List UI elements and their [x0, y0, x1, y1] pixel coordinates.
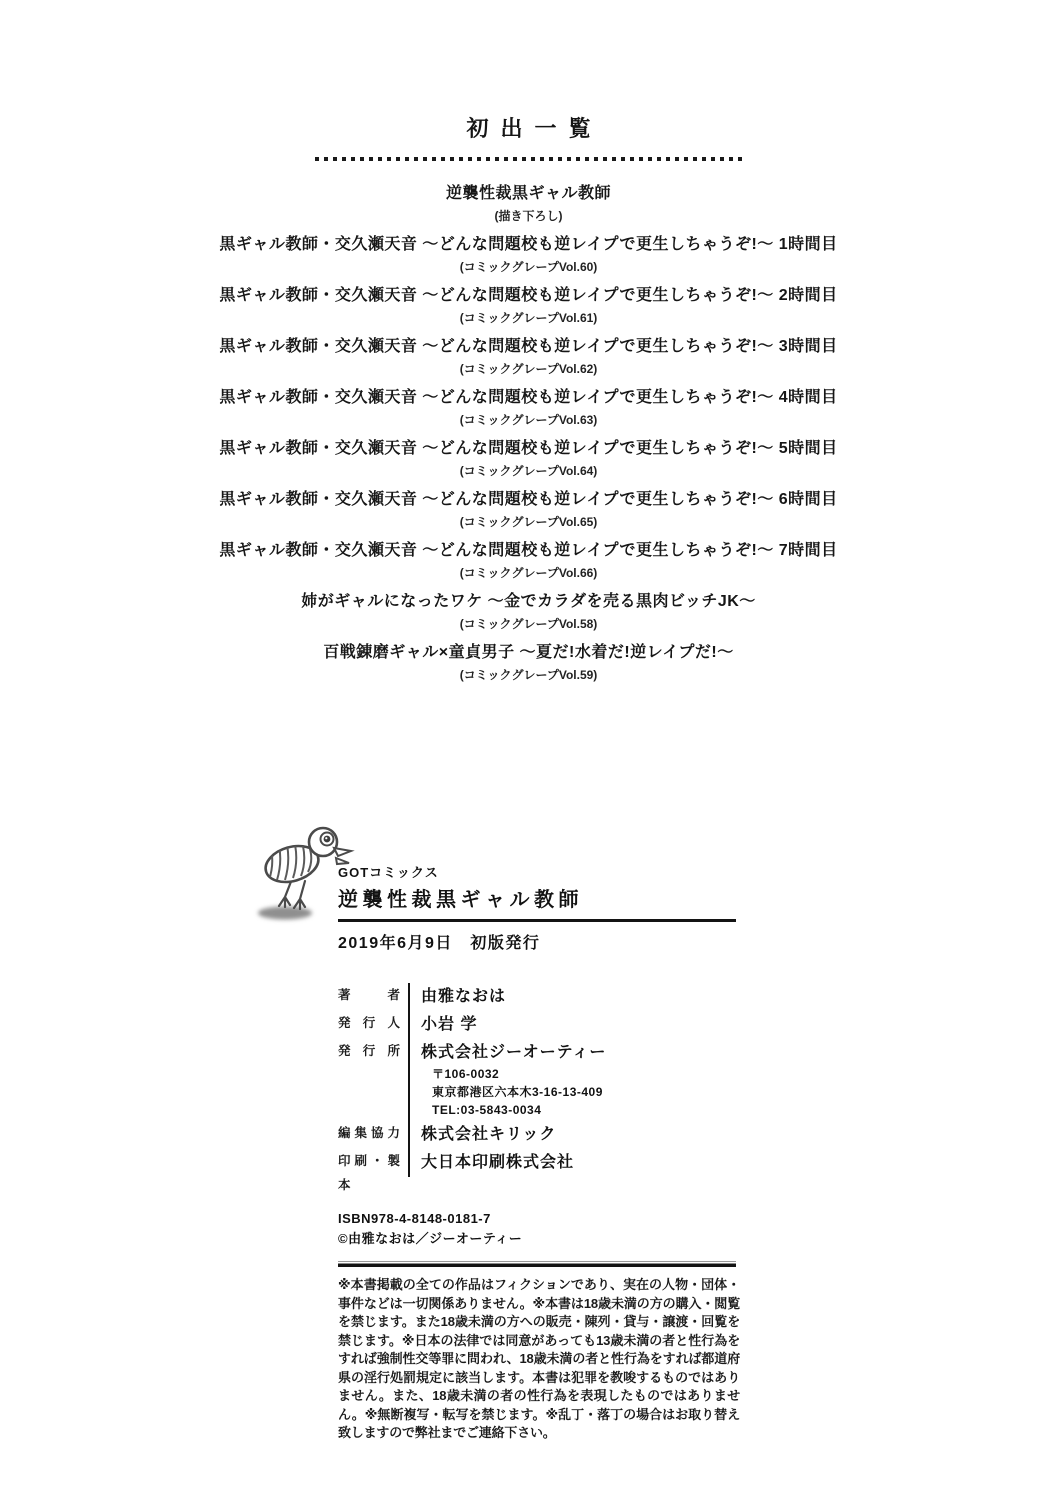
entry-title: 黒ギャル教師・交久瀬天音 ～どんな問題校も逆レイプで更生しちゃうぞ!～ 1時間目 — [219, 236, 838, 253]
credit-row-editing — [338, 1121, 736, 1149]
entry-source: (描き下ろし) — [494, 209, 563, 223]
list-item — [0, 283, 1057, 328]
entry-source: (コミックグレープVol.58) — [459, 617, 598, 631]
entry-title: 百戦錬磨ギャル×童貞男子 ～夏だ!水着だ!逆レイプだ!～ — [323, 644, 734, 661]
isbn-number: ISBN978-4-8148-0181-7 — [338, 1211, 491, 1226]
credit-value: 由雅なおは — [408, 983, 736, 1011]
book-title: 逆襲性裁黒ギャル教師 — [338, 889, 583, 911]
list-item — [0, 436, 1057, 481]
list-item — [0, 487, 1057, 532]
credits-table — [338, 983, 736, 1197]
bird-logo-icon — [252, 820, 356, 932]
credit-label: 発行人 — [338, 1016, 400, 1030]
copyright-line: ©由雅なおは／ジーオーティー — [338, 1231, 523, 1246]
entry-title: 黒ギャル教師・交久瀬天音 ～どんな問題校も逆レイプで更生しちゃうぞ!～ 6時間目 — [219, 491, 838, 508]
entry-source: (コミックグレープVol.63) — [459, 413, 598, 427]
entry-source: (コミックグレープVol.64) — [459, 464, 598, 478]
list-item — [0, 385, 1057, 430]
list-item — [0, 538, 1057, 583]
first-publication-list — [0, 112, 1057, 691]
entry-title: 黒ギャル教師・交久瀬天音 ～どんな問題校も逆レイプで更生しちゃうぞ!～ 3時間目 — [219, 338, 838, 355]
entry-source: (コミックグレープVol.61) — [459, 311, 598, 325]
credit-value: 株式会社キリック — [408, 1121, 736, 1149]
entry-source: (コミックグレープVol.66) — [459, 566, 598, 580]
credit-row-publisher-person — [338, 1011, 736, 1039]
list-item — [0, 232, 1057, 277]
entry-title: 黒ギャル教師・交久瀬天音 ～どんな問題校も逆レイプで更生しちゃうぞ!～ 5時間目 — [219, 440, 838, 457]
credit-label: 編集協力 — [338, 1126, 400, 1140]
entry-source: (コミックグレープVol.65) — [459, 515, 598, 529]
list-item — [0, 334, 1057, 379]
legal-disclaimer: ※本書掲載の全ての作品はフィクションであり、実在の人物・団体・事件などは一切関係ありません。※本書は18歳未満の方の購入・閲覧を禁じます。また18歳未満の方への販売・陳列・貸与・譲渡・回覧を禁じます。※日本の法律では同意があっても13歳未満の者と性行為をすれば強制性交等罪に問われ、18歳未満の者と性行為をすれば都道府県の淫行処罰規定に該当します。本書は犯罪を教唆するものではありません。また、18歳未満の者の性行為を表現したものではありません。※無断複写・転写を禁じます。※乱丁・落丁の場合はお取り替え致しますので弊社までご連絡下さい。 — [338, 1277, 740, 1440]
entry-title: 姉がギャルになったワケ ～金でカラダを売る黒肉ビッチJK～ — [301, 593, 756, 610]
list-item — [0, 589, 1057, 634]
credit-value: 大日本印刷株式会社 — [408, 1149, 736, 1177]
publisher-address: 東京都港区六本木3-16-13-409 — [432, 1085, 603, 1099]
list-item — [0, 640, 1057, 685]
credit-label: 著者 — [338, 988, 400, 1002]
credit-label: 発行所 — [338, 1044, 400, 1058]
credit-label: 印刷・製本 — [338, 1154, 400, 1192]
entry-source: (コミックグレープVol.59) — [459, 668, 598, 682]
credit-row-printing — [338, 1149, 736, 1197]
publisher-phone: TEL:03-5843-0034 — [432, 1103, 542, 1117]
entry-title: 黒ギャル教師・交久瀬天音 ～どんな問題校も逆レイプで更生しちゃうぞ!～ 7時間目 — [219, 542, 838, 559]
publisher-postal-code: 〒106-0032 — [432, 1067, 500, 1081]
credit-value: 小岩 学 — [408, 1011, 736, 1039]
credit-row-publisher-company — [338, 1039, 736, 1121]
dotted-divider — [315, 157, 743, 161]
list-item — [0, 181, 1057, 226]
entry-source: (コミックグレープVol.62) — [459, 362, 598, 376]
colophon-section — [0, 818, 1057, 1443]
entry-title: 逆襲性裁黒ギャル教師 — [445, 185, 611, 202]
thick-divider — [338, 1261, 736, 1267]
isbn-block — [338, 1209, 736, 1249]
publisher-name: 株式会社ジーオーティー — [421, 1044, 607, 1061]
colophon-text-column — [338, 818, 740, 1443]
book-title-rule — [338, 881, 736, 922]
credit-value — [408, 1039, 736, 1121]
imprint-label: GOTコミックス — [338, 865, 439, 880]
edition-date: 2019年6月9日 初版発行 — [338, 935, 541, 952]
page-title: 初出一覧 — [466, 116, 603, 141]
entry-source: (コミックグレープVol.60) — [459, 260, 598, 274]
entry-title: 黒ギャル教師・交久瀬天音 ～どんな問題校も逆レイプで更生しちゃうぞ!～ 4時間目 — [219, 389, 838, 406]
credit-row-author — [338, 983, 736, 1011]
entry-title: 黒ギャル教師・交久瀬天音 ～どんな問題校も逆レイプで更生しちゃうぞ!～ 2時間目 — [219, 287, 838, 304]
